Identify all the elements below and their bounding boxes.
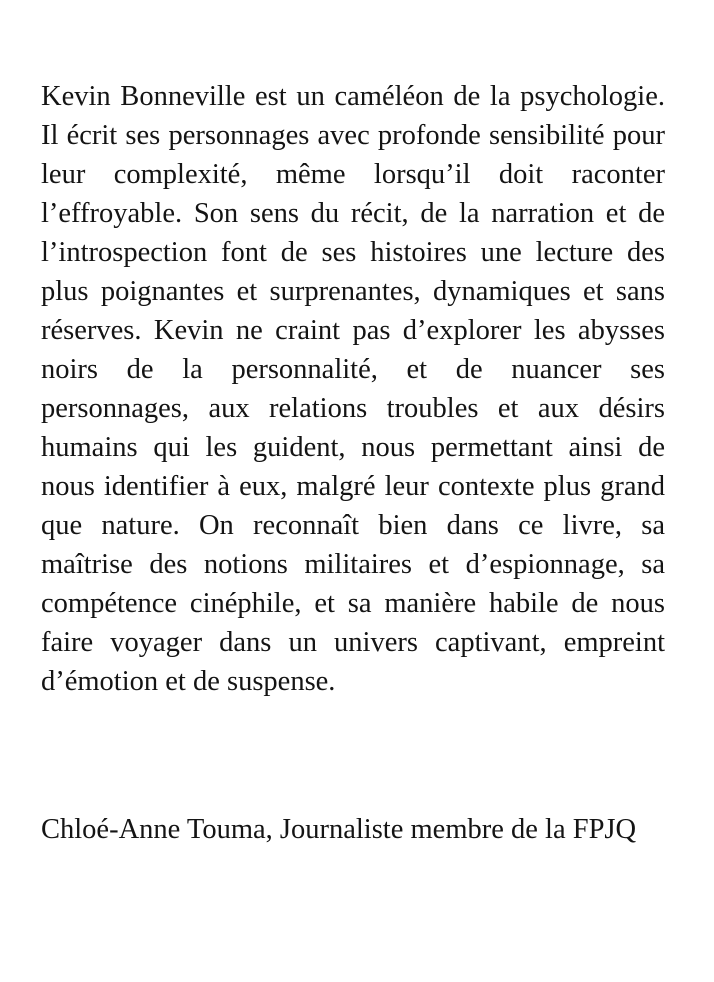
- review-paragraph: Kevin Bonneville est un caméléon de la psychologie. Il écrit ses personnages avec profonde sensibilité pour leur complexité, même lorsqu’il doit raconter l’effroyable. Son sens du récit, de la narration et de l’introspection font de ses histoires une lecture des plus poignantes et surprenantes, dynamiques et sans réserves. Kevin ne craint pas d’explorer les abysses noirs de la personnalité, et de nuancer ses personnages, aux relations troubles et aux désirs humains qui les guident, nous permettant ainsi de nous identifier à eux, malgré leur contexte plus grand que nature. On reconnaît bien dans ce livre, sa maîtrise des notions militaires et d’espionnage, sa compétence cinéphile, et sa manière habile de nous faire voyager dans un univers captivant, empreint d’émotion et de suspense.: [41, 81, 665, 697]
- review-attribution: Chloé-Anne Touma, Journaliste membre de la FPJQ: [41, 814, 637, 845]
